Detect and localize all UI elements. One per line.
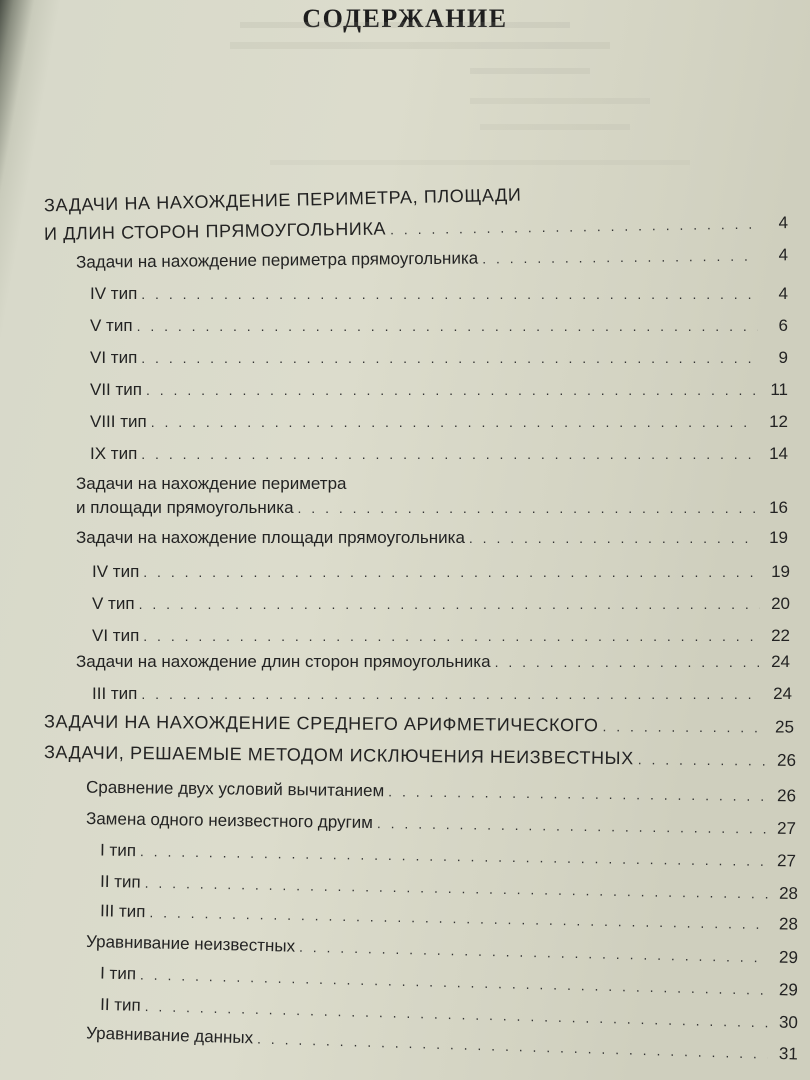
toc-page-number: 27 bbox=[776, 851, 797, 871]
toc-entry-label: Задачи на нахождение длин сторон прямоугольника bbox=[76, 652, 491, 671]
toc-entry-label: Задачи на нахождение периметра прямоугольника bbox=[75, 248, 479, 272]
toc-entry[interactable] bbox=[90, 444, 788, 464]
toc-entry[interactable] bbox=[92, 626, 790, 646]
toc-entry[interactable] bbox=[100, 901, 798, 934]
toc-entry[interactable] bbox=[100, 872, 798, 904]
toc-entry-label: Задачи на нахождение площади прямоугольника bbox=[76, 528, 465, 547]
toc-entry-label: IV тип bbox=[92, 562, 140, 581]
leader-dots bbox=[377, 815, 766, 836]
leader-dots bbox=[141, 446, 758, 462]
toc-entry-label: ЗАДАЧИ НА НАХОЖДЕНИЕ СРЕДНЕГО АРИФМЕТИЧЕСКОГО bbox=[43, 711, 599, 736]
leader-dots bbox=[149, 904, 768, 932]
toc-page-number: 29 bbox=[778, 980, 799, 1000]
toc-entry-label: II тип bbox=[99, 871, 141, 892]
toc-entry-label: ЗАДАЧИ, РЕШАЕМЫЕ МЕТОДОМ ИСКЛЮЧЕНИЯ НЕИЗВЕСТНЫХ bbox=[43, 742, 634, 769]
toc-entry-label: I тип bbox=[99, 963, 137, 984]
toc-page-number: 28 bbox=[778, 883, 799, 904]
toc-page-number: 31 bbox=[778, 1044, 799, 1064]
toc-page-number: 25 bbox=[775, 717, 795, 737]
toc-entry[interactable] bbox=[44, 742, 796, 771]
toc-page-number: 26 bbox=[776, 786, 797, 806]
toc-entry[interactable] bbox=[90, 348, 788, 368]
leader-dots bbox=[137, 318, 758, 334]
toc-entry-label: VI тип bbox=[90, 348, 138, 367]
toc-entry[interactable] bbox=[100, 963, 798, 1000]
toc-entry-line1: Задачи на нахождение периметра bbox=[76, 474, 347, 493]
toc-entry-label: II тип bbox=[99, 994, 142, 1015]
leader-dots bbox=[141, 350, 758, 366]
leader-dots bbox=[145, 875, 769, 902]
leader-dots bbox=[257, 1031, 768, 1062]
toc-page-number: 26 bbox=[776, 750, 797, 770]
toc-page-number: 24 bbox=[773, 684, 792, 703]
toc-entry[interactable] bbox=[86, 809, 796, 839]
toc-entry-label: III тип bbox=[99, 901, 146, 922]
toc-entry[interactable] bbox=[76, 245, 788, 272]
toc-entry[interactable] bbox=[44, 212, 788, 245]
toc-entry-label: Уравнивание неизвестных bbox=[85, 931, 296, 956]
toc-entry-label: IV тип bbox=[90, 284, 138, 303]
toc-entry[interactable] bbox=[90, 284, 788, 304]
toc-entry-label: V тип bbox=[90, 316, 133, 335]
leader-dots bbox=[145, 998, 769, 1030]
leader-dots bbox=[140, 843, 766, 869]
toc-page-number: 28 bbox=[778, 914, 799, 934]
toc-entry[interactable] bbox=[92, 562, 790, 582]
toc-page-number: 14 bbox=[769, 444, 788, 463]
toc-page-number: 16 bbox=[769, 498, 788, 517]
toc-entry[interactable] bbox=[76, 652, 790, 672]
toc-entry-label: IX тип bbox=[90, 444, 138, 463]
leader-dots bbox=[151, 414, 758, 430]
toc-entry[interactable] bbox=[90, 380, 788, 400]
leader-dots bbox=[143, 628, 760, 644]
toc-entry-label: V тип bbox=[92, 594, 135, 613]
toc-entry[interactable] bbox=[86, 778, 796, 807]
toc-heading-line1: ЗАДАЧИ НА НАХОЖДЕНИЕ ПЕРИМЕТРА, ПЛОЩАДИ bbox=[43, 184, 522, 216]
page-title: СОДЕРЖАНИЕ bbox=[302, 4, 508, 33]
leader-dots bbox=[140, 966, 768, 997]
toc-page-number: 19 bbox=[769, 528, 788, 547]
toc-entry[interactable] bbox=[76, 498, 788, 518]
toc-page-number: 22 bbox=[771, 626, 790, 645]
toc-page-number: 4 bbox=[778, 284, 788, 303]
toc-page-number: 24 bbox=[771, 652, 790, 671]
toc-entry-label: I тип bbox=[99, 840, 137, 861]
toc-page-number: 27 bbox=[776, 818, 797, 838]
toc-entry[interactable] bbox=[90, 412, 788, 432]
toc-page-number: 9 bbox=[778, 348, 788, 367]
leader-dots bbox=[299, 939, 768, 966]
toc-page-number: 30 bbox=[778, 1012, 799, 1033]
toc-entry-label: Замена одного неизвестного другим bbox=[85, 809, 374, 833]
toc-page-number: 11 bbox=[770, 380, 788, 399]
leader-dots bbox=[602, 718, 764, 735]
toc-entry[interactable] bbox=[92, 594, 790, 614]
leader-dots bbox=[139, 596, 760, 612]
toc-entry-label: VIII тип bbox=[90, 412, 147, 431]
toc-page-number: 19 bbox=[771, 562, 790, 581]
toc-entry[interactable] bbox=[90, 316, 788, 336]
toc-entry[interactable] bbox=[76, 528, 788, 548]
toc-page-number: 6 bbox=[778, 316, 788, 335]
toc-entry-label: VI тип bbox=[92, 626, 140, 645]
toc-page-number: 4 bbox=[778, 213, 789, 233]
leader-dots bbox=[143, 564, 760, 580]
leader-dots bbox=[146, 382, 758, 398]
toc-entry-label: Сравнение двух условий вычитанием bbox=[85, 777, 385, 801]
toc-entry-label: Уравнивание данных bbox=[85, 1023, 254, 1048]
leader-dots bbox=[141, 286, 758, 302]
leader-dots bbox=[638, 751, 766, 768]
toc-entry-label: III тип bbox=[92, 684, 138, 703]
leader-dots bbox=[482, 248, 758, 267]
toc-entry-label: и площади прямоугольника bbox=[76, 498, 294, 517]
toc-page-number: 29 bbox=[778, 947, 799, 968]
toc-page-number: 4 bbox=[778, 245, 789, 265]
toc-page-number: 20 bbox=[771, 594, 790, 613]
leader-dots bbox=[388, 783, 766, 804]
toc-entry[interactable] bbox=[86, 932, 798, 968]
toc-entry[interactable] bbox=[100, 841, 796, 872]
toc-entry-label: И ДЛИН СТОРОН ПРЯМОУГОЛЬНИКА bbox=[43, 218, 387, 244]
toc-page-number: 12 bbox=[769, 412, 788, 431]
toc-entry-label: VII тип bbox=[90, 380, 142, 399]
toc-entry[interactable] bbox=[44, 711, 794, 737]
toc-entry[interactable] bbox=[92, 684, 792, 704]
leader-dots bbox=[469, 530, 758, 546]
leader-dots bbox=[495, 654, 760, 670]
leader-dots bbox=[141, 686, 762, 702]
leader-dots bbox=[298, 500, 758, 516]
leader-dots bbox=[390, 216, 758, 238]
